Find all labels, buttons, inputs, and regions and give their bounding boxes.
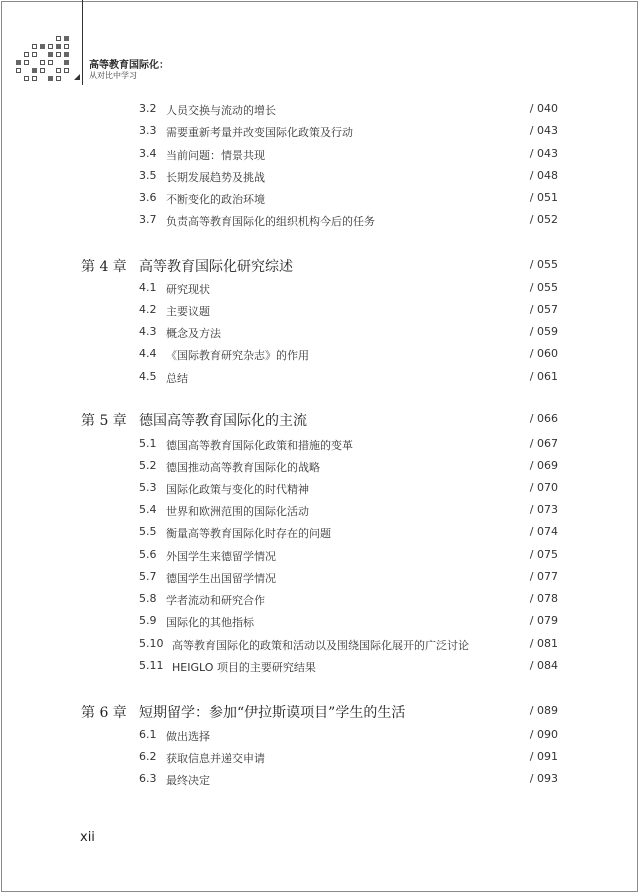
section-title: 高等教育国际化的政策和活动以及围绕国际化展开的广泛讨论 xyxy=(172,639,469,652)
section-number: 3.4 xyxy=(139,147,157,160)
section-title: 总结 xyxy=(166,372,188,385)
section-number: 5.5 xyxy=(139,525,157,538)
toc-section-entry xyxy=(0,147,641,167)
section-page-number: / 079 xyxy=(529,614,558,627)
page-number: xii xyxy=(80,830,95,845)
section-title: 德国高等教育国际化政策和措施的变革 xyxy=(166,439,353,452)
section-page-number: / 067 xyxy=(529,437,558,450)
book-title: 高等教育国际化： xyxy=(89,60,169,71)
chapter-number: 第 5 章 xyxy=(81,413,127,429)
toc-chapter-entry xyxy=(0,410,641,434)
book-subtitle: 从对比中学习 xyxy=(89,71,137,80)
toc-section-entry xyxy=(0,213,641,233)
section-number: 5.6 xyxy=(139,548,157,561)
section-title: 国际化政策与变化的时代精神 xyxy=(166,483,309,496)
section-page-number: / 074 xyxy=(529,525,558,538)
toc-section-entry xyxy=(0,570,641,590)
toc-section-entry xyxy=(0,437,641,457)
chapter-page-number: / 055 xyxy=(529,258,558,271)
section-number: 3.3 xyxy=(139,124,157,137)
section-page-number: / 075 xyxy=(529,548,558,561)
section-title: 长期发展趋势及挑战 xyxy=(166,171,265,184)
section-title: 需要重新考量并改变国际化政策及行动 xyxy=(166,126,353,139)
chapter-title: 高等教育国际化研究综述 xyxy=(139,259,293,275)
section-title: 衡量高等教育国际化时存在的问题 xyxy=(166,527,331,540)
section-title: 当前问题：情景共现 xyxy=(166,149,265,162)
section-title: 外国学生来德留学情况 xyxy=(166,550,276,563)
section-title: 最终决定 xyxy=(166,774,210,787)
toc-section-entry xyxy=(0,459,641,479)
chapter-title: 德国高等教育国际化的主流 xyxy=(139,413,307,429)
section-number: 5.2 xyxy=(139,459,157,472)
toc-section-entry xyxy=(0,728,641,748)
section-title: 负责高等教育国际化的组织机构今后的任务 xyxy=(166,215,375,228)
toc-section-entry xyxy=(0,102,641,122)
section-page-number: / 043 xyxy=(529,124,558,137)
section-number: 5.1 xyxy=(139,437,157,450)
section-page-number: / 084 xyxy=(529,659,558,672)
section-title: 德国学生出国留学情况 xyxy=(166,572,276,585)
section-number: 3.2 xyxy=(139,102,157,115)
chapter-number: 第 6 章 xyxy=(81,705,127,721)
section-number: 5.10 xyxy=(139,637,164,650)
toc-section-entry xyxy=(0,325,641,345)
section-number: 5.7 xyxy=(139,570,157,583)
section-number: 5.8 xyxy=(139,592,157,605)
toc-section-entry xyxy=(0,281,641,301)
toc-section-entry xyxy=(0,525,641,545)
section-title: 做出选择 xyxy=(166,730,210,743)
toc-section-entry xyxy=(0,191,641,211)
section-number: 4.1 xyxy=(139,281,157,294)
toc-section-entry xyxy=(0,548,641,568)
section-title: 德国推动高等教育国际化的战略 xyxy=(166,461,320,474)
toc-section-entry xyxy=(0,659,641,679)
section-title: 概念及方法 xyxy=(166,327,221,340)
section-page-number: / 073 xyxy=(529,503,558,516)
chapter-number: 第 4 章 xyxy=(81,259,127,275)
section-page-number: / 051 xyxy=(529,191,558,204)
section-page-number: / 069 xyxy=(529,459,558,472)
toc-chapter-entry xyxy=(0,702,641,726)
section-title: 人员交换与流动的增长 xyxy=(166,104,276,117)
section-title: 世界和欧洲范围的国际化活动 xyxy=(166,505,309,518)
section-page-number: / 061 xyxy=(529,370,558,383)
corner-triangle-icon xyxy=(74,74,80,80)
section-number: 3.5 xyxy=(139,169,157,182)
section-title: 不断变化的政治环境 xyxy=(166,193,265,206)
section-page-number: / 093 xyxy=(529,772,558,785)
section-number: 5.11 xyxy=(139,659,164,672)
section-page-number: / 077 xyxy=(529,570,558,583)
toc-chapter-entry xyxy=(0,256,641,280)
section-title: 国际化的其他指标 xyxy=(166,616,254,629)
section-number: 5.3 xyxy=(139,481,157,494)
chapter-page-number: / 066 xyxy=(529,412,558,425)
section-number: 5.4 xyxy=(139,503,157,516)
toc-section-entry xyxy=(0,637,641,657)
section-title: 学者流动和研究合作 xyxy=(166,594,265,607)
section-number: 6.2 xyxy=(139,750,157,763)
chapter-page-number: / 089 xyxy=(529,704,558,717)
section-page-number: / 081 xyxy=(529,637,558,650)
section-number: 4.4 xyxy=(139,347,157,360)
section-page-number: / 052 xyxy=(529,213,558,226)
toc-section-entry xyxy=(0,481,641,501)
section-page-number: / 060 xyxy=(529,347,558,360)
toc-section-entry xyxy=(0,750,641,770)
section-title: HEIGLO 项目的主要研究结果 xyxy=(172,661,316,674)
section-page-number: / 048 xyxy=(529,169,558,182)
section-number: 3.7 xyxy=(139,213,157,226)
section-page-number: / 043 xyxy=(529,147,558,160)
section-number: 3.6 xyxy=(139,191,157,204)
toc-section-entry xyxy=(0,124,641,144)
toc-section-entry xyxy=(0,169,641,189)
running-header xyxy=(0,0,641,90)
section-number: 5.9 xyxy=(139,614,157,627)
section-title: 研究现状 xyxy=(166,283,210,296)
toc-section-entry xyxy=(0,347,641,367)
section-page-number: / 070 xyxy=(529,481,558,494)
section-page-number: / 091 xyxy=(529,750,558,763)
section-title: 主要议题 xyxy=(166,305,210,318)
toc-section-entry xyxy=(0,772,641,792)
toc-section-entry xyxy=(0,614,641,634)
toc-section-entry xyxy=(0,370,641,390)
section-page-number: / 078 xyxy=(529,592,558,605)
section-page-number: / 055 xyxy=(529,281,558,294)
toc-section-entry xyxy=(0,592,641,612)
section-number: 4.2 xyxy=(139,303,157,316)
section-page-number: / 059 xyxy=(529,325,558,338)
chapter-title: 短期留学：参加“伊拉斯谟项目”学生的生活 xyxy=(139,705,406,721)
section-number: 6.1 xyxy=(139,728,157,741)
header-divider-line xyxy=(82,0,83,85)
section-number: 4.5 xyxy=(139,370,157,383)
toc-section-entry xyxy=(0,303,641,323)
dotted-grid-logo-icon xyxy=(12,36,74,80)
section-number: 6.3 xyxy=(139,772,157,785)
section-page-number: / 057 xyxy=(529,303,558,316)
section-page-number: / 090 xyxy=(529,728,558,741)
toc-section-entry xyxy=(0,503,641,523)
section-number: 4.3 xyxy=(139,325,157,338)
section-page-number: / 040 xyxy=(529,102,558,115)
section-title: 《国际教育研究杂志》的作用 xyxy=(166,349,309,362)
section-title: 获取信息并递交申请 xyxy=(166,752,265,765)
